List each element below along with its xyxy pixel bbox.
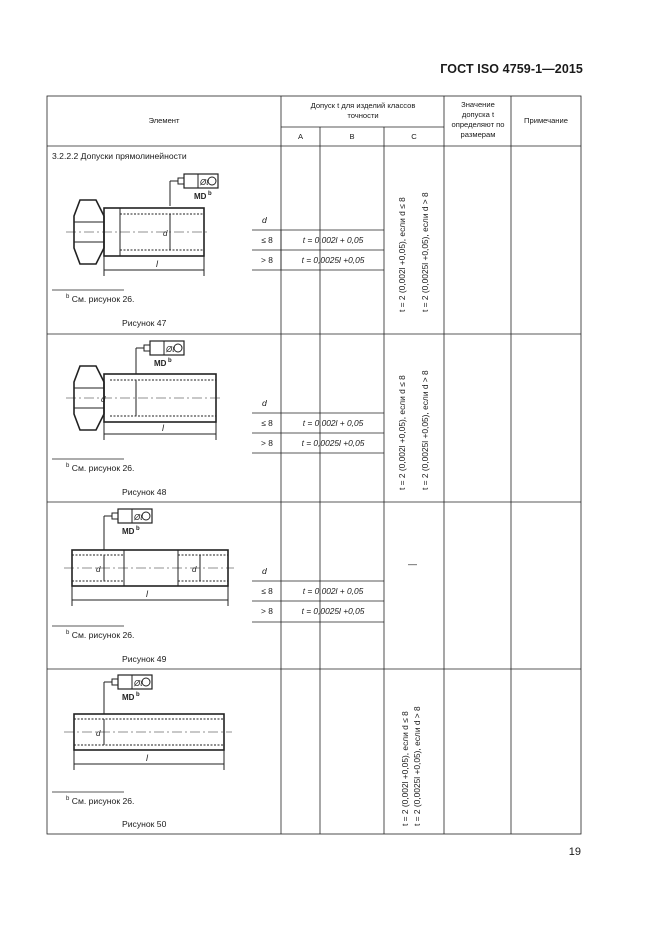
svg-text:b: b — [136, 692, 140, 698]
row1-footnote-mark: b — [66, 294, 70, 301]
svg-text:Øt: Øt — [134, 679, 143, 688]
row2-class-c-line1: t = 2 (0,002l +0,05), если d ≤ 8 — [397, 375, 407, 490]
row4-footnote-mark: b — [66, 796, 70, 803]
document-header: ГОСТ ISO 4759-1—2015 — [440, 62, 583, 76]
section-title: 3.2.2.2 Допуски прямолинейности — [52, 151, 187, 161]
svg-text:l: l — [146, 589, 148, 599]
svg-text:d: d — [96, 565, 101, 574]
row1-footnote-text: См. рисунок 26. — [71, 294, 135, 304]
header-class-c: C — [411, 132, 417, 141]
row2-range-le8: ≤ 8 — [261, 418, 273, 428]
row4-footnote — [66, 796, 134, 806]
svg-text:d: d — [192, 565, 197, 574]
row1-formula-gt8: t = 0,0025l +0,05 — [301, 255, 365, 265]
svg-text:Øt: Øt — [166, 345, 175, 354]
svg-text:l: l — [162, 423, 164, 433]
row1-d-label: d — [262, 215, 267, 225]
header-element: Элемент — [148, 116, 180, 125]
row3-formula-gt8: t = 0,0025l +0,05 — [301, 606, 365, 616]
row3-formula-le8: t = 0,002l + 0,05 — [302, 586, 364, 596]
row3-range-le8: ≤ 8 — [261, 586, 273, 596]
header-note: Примечание — [524, 116, 568, 125]
header-class-b: B — [349, 132, 355, 141]
figure-49-drawing — [60, 506, 235, 616]
row4-class-c-line1: t = 2 (0,002l +0,05), если d ≤ 8 — [400, 711, 410, 826]
svg-text:Øt: Øt — [200, 178, 209, 187]
svg-text:b: b — [168, 358, 172, 364]
figure-47-drawing — [60, 168, 230, 278]
row4-footnote-text: См. рисунок 26. — [71, 796, 135, 806]
svg-text:MD: MD — [194, 192, 207, 201]
row1-caption: Рисунок 47 — [122, 318, 167, 328]
row3-footnote-text: См. рисунок 26. — [71, 630, 135, 640]
svg-text:Øt: Øt — [134, 513, 143, 522]
svg-text:d: d — [101, 395, 106, 404]
row2-footnote — [66, 463, 134, 473]
row1-range-le8: ≤ 8 — [261, 235, 273, 245]
row1-class-c-line2: t = 2 (0,0025l +0,05), если d > 8 — [420, 192, 430, 312]
svg-text:MD: MD — [122, 693, 135, 702]
row3-class-c-dash: — — [408, 559, 417, 569]
svg-text:b: b — [136, 526, 140, 532]
svg-text:MD: MD — [122, 527, 135, 536]
row2-footnote-mark: b — [66, 463, 70, 470]
row2-caption: Рисунок 48 — [122, 487, 167, 497]
row3-caption: Рисунок 49 — [122, 654, 167, 664]
row3-footnote — [66, 630, 134, 640]
row1-range-gt8: > 8 — [261, 255, 273, 265]
row2-range-gt8: > 8 — [261, 438, 273, 448]
page-number: 19 — [568, 846, 581, 858]
figure-48-drawing — [60, 338, 230, 448]
row4-caption: Рисунок 50 — [122, 819, 167, 829]
row3-d-label: d — [262, 566, 267, 576]
row2-class-c-line2: t = 2 (0,0025l +0,05), если d > 8 — [420, 370, 430, 490]
header-class-a: A — [297, 132, 304, 141]
row2-d-label: d — [262, 398, 267, 408]
row4-class-c-line2: t = 2 (0,0025l +0,05), если d > 8 — [412, 706, 422, 826]
row2-formula-gt8: t = 0,0025l +0,05 — [301, 438, 365, 448]
svg-text:b: b — [208, 191, 212, 197]
svg-text:d: d — [96, 729, 101, 738]
figure-50-drawing — [60, 672, 235, 777]
row3-range-gt8: > 8 — [261, 606, 273, 616]
header-value: Значение допуска t определяют по размерам — [451, 100, 505, 139]
svg-text:l: l — [156, 259, 158, 269]
row1-class-c-line1: t = 2 (0,002l +0,05), если d ≤ 8 — [397, 197, 407, 312]
row1-formula-le8: t = 0,002l + 0,05 — [302, 235, 364, 245]
header-tolerance: Допуск t для изделий классов точности — [310, 101, 416, 120]
row2-footnote-text: См. рисунок 26. — [71, 463, 135, 473]
row1-footnote — [66, 294, 134, 304]
row3-footnote-mark: b — [66, 630, 70, 637]
row2-formula-le8: t = 0,002l + 0,05 — [302, 418, 364, 428]
svg-text:l: l — [146, 753, 148, 763]
svg-text:MD: MD — [154, 359, 167, 368]
svg-text:d: d — [163, 229, 168, 238]
